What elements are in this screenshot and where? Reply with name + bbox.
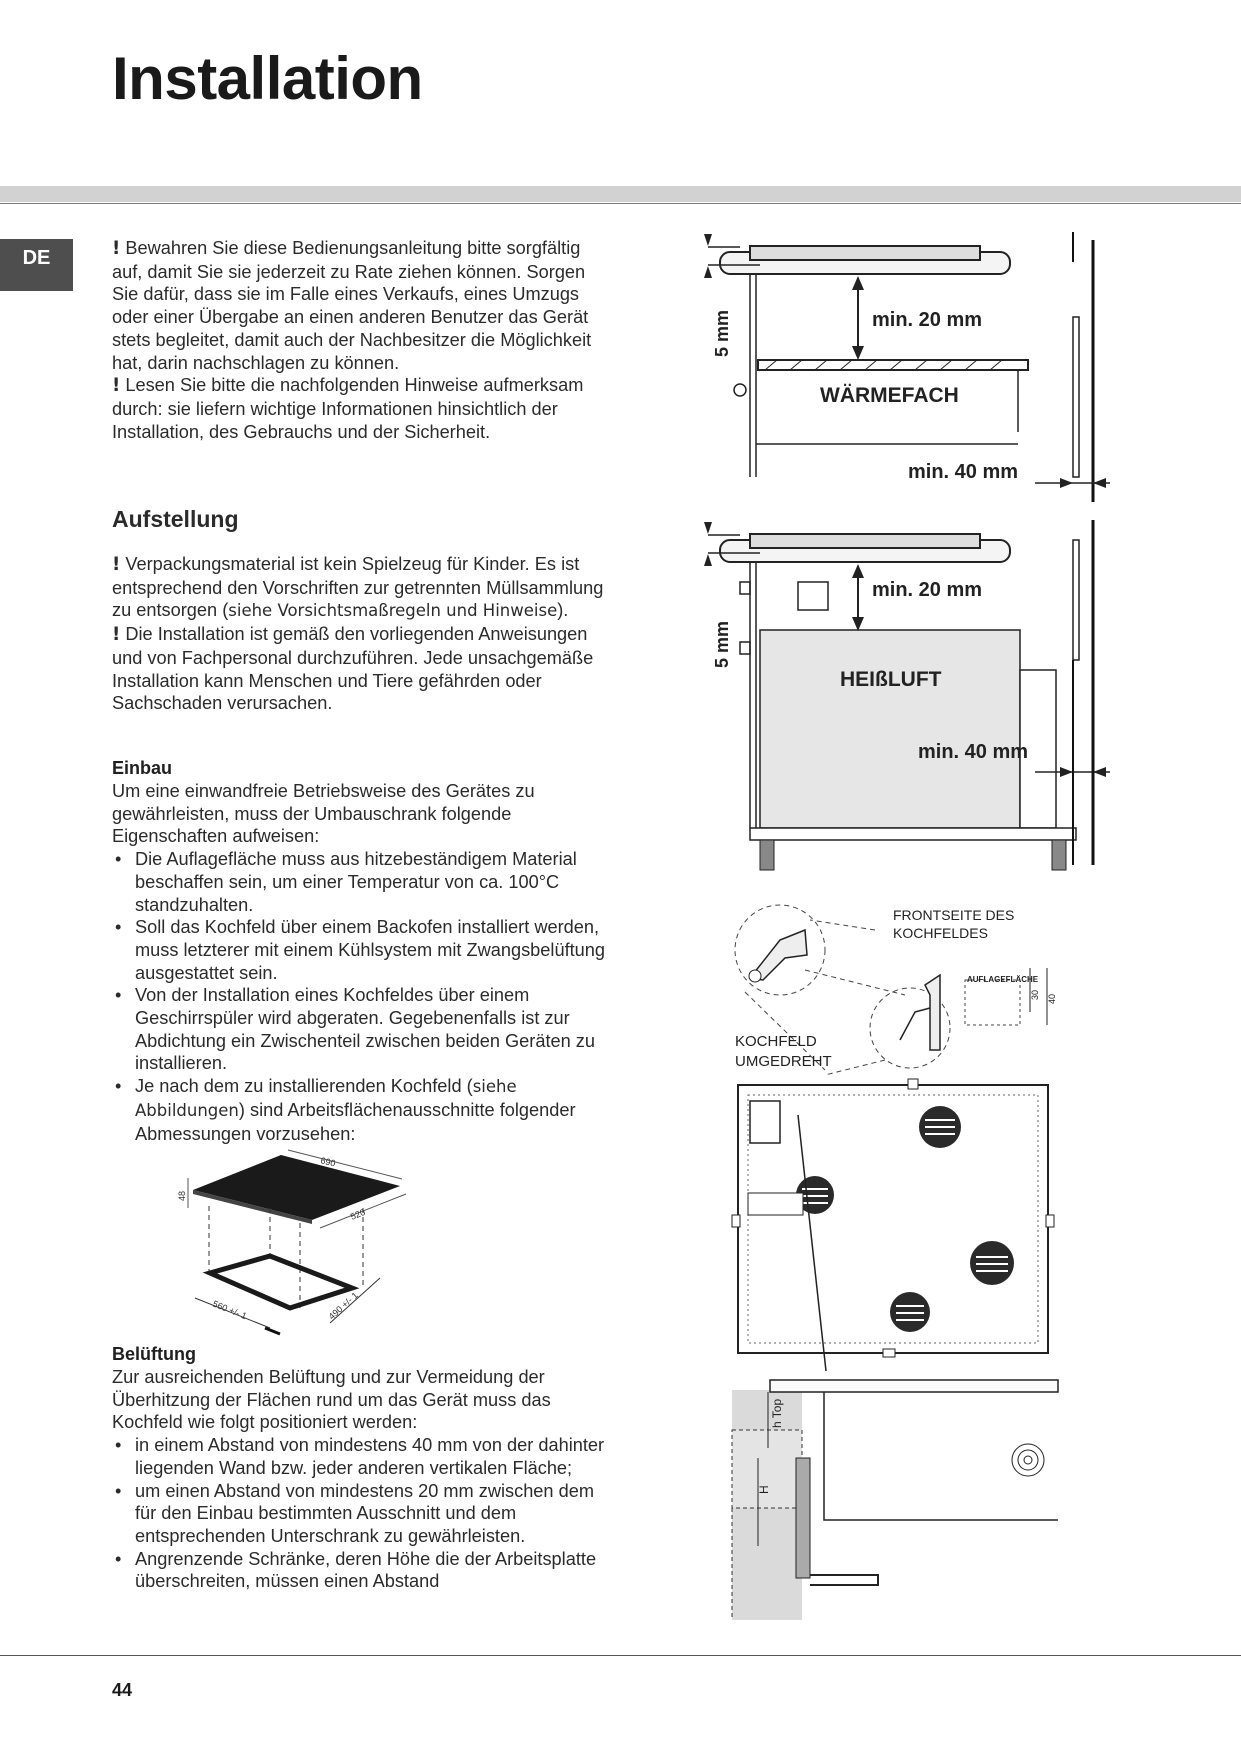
clamp-icon [925, 975, 940, 1050]
hob-body-outline [824, 1392, 1058, 1520]
front-label-1: FRONTSEITE DES [893, 907, 1015, 923]
knob [734, 384, 746, 396]
einbau-list [112, 848, 612, 1145]
arrow [852, 617, 864, 631]
dim-cut-width: 560 +/- 1 [211, 1298, 249, 1322]
list-item: • Die Auflagefläche muss aus hitzebeständigem Material beschaffen sein, um einer Temperatur von ca. 100°C standzuhalten. [112, 848, 612, 916]
arrow [1093, 478, 1106, 488]
heissluft-label: HEIßLUFT [840, 668, 942, 691]
dim-40: 40 [1047, 993, 1057, 1004]
leader [825, 1060, 885, 1075]
leader [810, 920, 875, 930]
drawer-top [758, 360, 1028, 370]
kochfeld-label-1: KOCHFELD [735, 1033, 817, 1050]
hob-top [193, 1155, 400, 1220]
header-band [0, 186, 1241, 202]
dim-cut-depth: 490 +/- 1 [326, 1290, 360, 1322]
knob [740, 642, 750, 654]
intro-paragraph-2: ! Lesen Sie bitte die nachfolgenden Hinweise aufmerksam durch: sie liefern wichtige Informationen hinsichtlich der Installation, des Gebrauchs und der Sicherheit. [112, 375, 584, 442]
burner [1018, 1450, 1038, 1470]
arrow [704, 554, 712, 566]
belueftung-block [112, 1366, 612, 1593]
arrow [1093, 767, 1106, 777]
min-40mm-label: min. 40 mm [918, 741, 1029, 763]
support-surface [965, 980, 1020, 1025]
auflage-label: AUFLAGEFLÄCHE [967, 975, 1039, 984]
arrow [704, 234, 712, 246]
waermefach-label: WÄRMEFACH [820, 384, 959, 407]
min-40mm-label: min. 40 mm [908, 461, 1019, 483]
bottom-bracket [883, 1349, 895, 1357]
foot [1052, 840, 1066, 870]
footer-divider [0, 1655, 1241, 1656]
list-item: • in einem Abstand von mindestens 40 mm von der dahinter liegenden Wand bzw. jeder anderen vertikalen Fläche; [112, 1434, 612, 1479]
arrow [704, 522, 712, 534]
rear-wall-panel [1073, 540, 1079, 660]
dim-height: 48 [177, 1190, 187, 1201]
side-bracket [732, 1215, 740, 1227]
belueftung-heading: Belüftung [112, 1344, 196, 1364]
gap-5mm: 5 mm [712, 620, 732, 668]
intro-paragraph-1: ! Bewahren Sie diese Bedienungsanleitung bitte sorgfältig auf, damit Sie sie jederzeit zu Rate ziehen können. Sorgen Sie dafür, dass sie im Falle eines Verkaufs, eines Umzugs oder einer Übergabe an einen anderen Benutzer das Gerät stets begleitet, damit auch der Nachbesitzer die Möglichkeit hat, darin nachschlagen zu können. [112, 238, 592, 373]
belueftung-list [112, 1434, 612, 1593]
intro-block [112, 237, 612, 443]
rear-wall-panel [1073, 317, 1079, 477]
clamp-bolt [796, 1458, 810, 1578]
screw [749, 970, 761, 982]
connector-box [798, 582, 828, 610]
figure-heissluft [680, 520, 1120, 872]
list-item: • Angrenzende Schränke, deren Höhe die der Arbeitsplatte überschreiten, müssen einen Abstand [112, 1548, 612, 1593]
terminal-box [750, 1101, 780, 1143]
min-20mm-label: min. 20 mm [872, 309, 983, 331]
cabinet-base [750, 828, 1076, 840]
arrow [1060, 478, 1073, 488]
cable-clamp [748, 1193, 803, 1215]
clamp-arm [900, 1008, 930, 1040]
hob-body [750, 246, 980, 260]
page-title: Installation [112, 45, 423, 112]
arrow [852, 346, 864, 360]
hob-glass [770, 1380, 1058, 1392]
gap-5mm: 5 mm [712, 309, 732, 357]
H-label: H [757, 1485, 771, 1494]
list-item: • Je nach dem zu installierenden Kochfeld (siehe Abbildungen) sind Arbeitsflächenausschnitte folgender Abmessungen vorzusehen: [112, 1075, 612, 1145]
knob [740, 582, 750, 594]
oven-body [760, 630, 1020, 828]
figure-waermefach [680, 232, 1120, 502]
einbau-intro: Um eine einwandfreie Betriebsweise des Gerätes zu gewährleisten, muss der Umbauschrank folgende Eigenschaften aufweisen: [112, 781, 535, 847]
aufstellung-paragraph-1: ! Verpackungsmaterial ist kein Spielzeug für Kinder. Es ist entsprechend den Vorschriften zur getrennten Müllsammlung zu entsorgen (siehe Vorsichtsmaßregeln und Hinweise). [112, 554, 604, 621]
list-item: • Von der Installation eines Kochfeldes über einem Geschirrspüler wird abgeraten. Gegebenenfalls ist zur Abdichtung ein Zwischenteil zwischen beiden Geräten zu installieren. [112, 984, 612, 1075]
arrow [1060, 767, 1073, 777]
dim-depth: 520 [349, 1206, 367, 1222]
clamp-bracket [810, 1575, 878, 1585]
front-label-2: KOCHFELDES [893, 925, 988, 941]
hob-body [750, 534, 980, 548]
worktop-edge [732, 1430, 802, 1508]
burner [1024, 1456, 1032, 1464]
dim-width: 690 [319, 1155, 337, 1169]
page-number: 44 [112, 1680, 133, 1700]
min-20mm-label: min. 20 mm [872, 579, 983, 601]
header-divider [0, 203, 1241, 204]
list-item: • Soll das Kochfeld über einem Backofen installiert werden, muss letzterer mit einem Kühlsystem mit Zwangsbelüftung ausgestattet sein. [112, 916, 612, 984]
dim-line-cut-width-end [265, 1328, 280, 1334]
h-top-label: h Top [770, 1398, 784, 1428]
foot [760, 840, 774, 870]
leader [805, 970, 905, 995]
aufstellung-paragraph-2: ! Die Installation ist gemäß den vorliegenden Anweisungen und von Fachpersonal durchzuführen. Jede unsachgemäße Installation kann Menschen und Tiere gefährden oder Sachschaden verursachen. [112, 624, 594, 714]
arrow [852, 564, 864, 578]
aufstellung-block [112, 553, 612, 715]
kochfeld-label-2: UMGEDREHT [735, 1053, 832, 1070]
aufstellung-heading: Aufstellung [112, 506, 239, 532]
cutout-dimensions-diagram [177, 1148, 430, 1338]
arrow [704, 266, 712, 278]
arrow [852, 276, 864, 290]
einbau-block [112, 780, 612, 1145]
einbau-heading: Einbau [112, 758, 173, 778]
belueftung-intro: Zur ausreichenden Belüftung und zur Vermeidung der Überhitzung der Flächen rund um das Gerät muss das Kochfeld wie folgt positioniert werden: [112, 1367, 551, 1433]
cutout-outline [210, 1256, 352, 1308]
list-item: • um einen Abstand von mindestens 20 mm zwischen dem für den Einbau bestimmten Ausschnitt und dem entsprechenden Unterschrank zu gewährleisten. [112, 1480, 612, 1548]
top-bracket [908, 1079, 918, 1089]
burner [1012, 1444, 1044, 1476]
figure-cross-section [728, 1370, 1058, 1620]
dim-30: 30 [1030, 989, 1040, 1000]
side-bracket [1046, 1215, 1054, 1227]
language-tab: DE [0, 239, 73, 291]
figure-hob-underside [730, 1075, 1060, 1375]
